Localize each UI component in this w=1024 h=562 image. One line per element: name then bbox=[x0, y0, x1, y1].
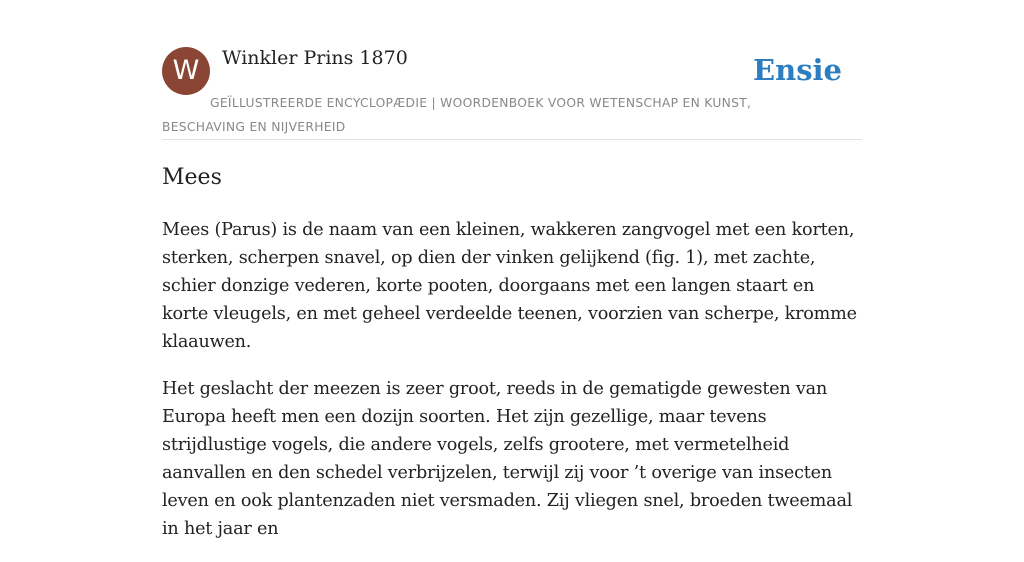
source-header bbox=[162, 46, 862, 140]
ensie-logo[interactable]: Ensie bbox=[753, 53, 842, 87]
entry-title: Mees bbox=[162, 165, 222, 190]
entry-body bbox=[162, 216, 862, 562]
header-divider bbox=[162, 139, 862, 140]
source-avatar[interactable]: W bbox=[162, 47, 210, 95]
entry-paragraph: Mees (Parus) is de naam van een kleinen, wakkeren zangvogel met een korten, sterken, scherpen snavel, op dien der vinken gelijkend (fig. 1), met zachte, schier donzige vederen, korte pooten, doorgaans met een langen staart en korte vleugels, en met geheel verdeelde teenen, voorzien van scherpe, kromme klaauwen. bbox=[162, 220, 857, 352]
source-subtitle: GEÏLLUSTREERDE ENCYCLOPÆDIE | WOORDENBOEK VOOR WETENSCHAP EN KUNST, BESCHAVING EN NIJVERHEID bbox=[162, 96, 752, 134]
entry-paragraph: Het geslacht der meezen is zeer groot, reeds in de gematigde gewesten van Europa heeft men een dozijn soorten. Het zijn gezellige, maar tevens strijdlustige vogels, die andere vogels, zelfs grootere, met vermetelheid aanvallen en den schedel verbrijzelen, terwijl zij voor ’t overige van insecten leven en ook plantenzaden niet versmaden. Zij vliegen snel, broeden tweemaal in het jaar en bbox=[162, 379, 853, 539]
source-title[interactable]: Winkler Prins 1870 bbox=[222, 47, 408, 69]
